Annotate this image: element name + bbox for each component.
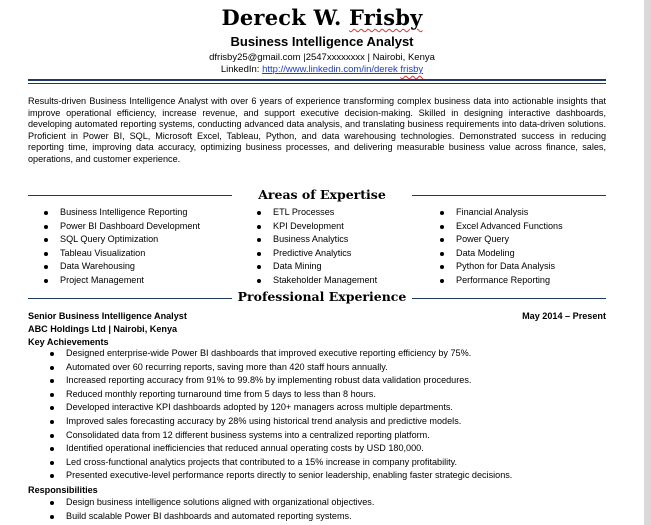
job-title: Senior Business Intelligence Analyst <box>28 311 187 321</box>
bullet-icon <box>50 352 54 356</box>
expertise-item <box>255 247 435 261</box>
linkedin-label: LinkedIn: <box>220 64 260 75</box>
bullet-icon <box>257 252 261 256</box>
expertise-item <box>42 274 252 288</box>
achievement-item-text: Developed interactive KPI dashboards adopted by 120+ managers across multiple departments. <box>66 402 453 413</box>
expertise-item <box>438 247 608 261</box>
linkedin-link[interactable]: http://www.linkedin.com/in/derek frisby <box>262 64 424 75</box>
summary-paragraph: Results-driven Business Intelligence Analyst with over 6 years of experience transforming complex business data into actionable insights that improve operational efficiency, increase revenue, and support executive decision-making. Skilled in designing interactive dashboards, developing automated reporting systems, conducting advanced data analysis, and translating business requirements into data-driven solutions. Proficient in Power BI, SQL, Microsoft Excel, Tableau, Python, and data warehousing technologies. Demonstrated success in reducing reporting time, improving data accuracy, optimizing business processes, and delivering measurable business value across finance, sales, operations, and customer experience. <box>28 96 606 164</box>
bullet-icon <box>257 265 261 269</box>
bullet-icon <box>50 447 54 451</box>
bullet-icon <box>50 379 54 383</box>
bullet-icon <box>440 279 444 283</box>
expertise-item-text: Data Mining <box>273 261 322 272</box>
achievement-item <box>48 469 618 483</box>
achievement-item-text: Increased reporting accuracy from 91% to 99.8% by implementing robust data validation procedures. <box>66 375 472 386</box>
bullet-icon <box>257 211 261 215</box>
expertise-item-text: Predictive Analytics <box>273 247 352 258</box>
responsibility-item <box>48 496 618 510</box>
achievement-item <box>48 401 618 415</box>
expertise-item-text: Project Management <box>60 274 144 285</box>
expertise-item-text: Business Analytics <box>273 234 349 245</box>
expertise-column-3 <box>438 206 608 288</box>
expertise-item-text: Excel Advanced Functions <box>456 220 563 231</box>
responsibility-item-text: Design business intelligence solutions aligned with organizational objectives. <box>66 497 375 507</box>
bullet-icon <box>50 393 54 397</box>
expertise-item <box>42 260 252 274</box>
job-dates: May 2014 – Present <box>522 311 606 321</box>
expertise-item-text: Python for Data Analysis <box>456 261 556 272</box>
expertise-item <box>438 260 608 274</box>
expertise-item <box>255 274 435 288</box>
expertise-item-text: Power BI Dashboard Development <box>60 220 201 231</box>
experience-title: Professional Experience <box>237 289 407 304</box>
expertise-item <box>255 233 435 247</box>
linkedin-line <box>0 64 644 76</box>
expertise-item-text: ETL Processes <box>273 207 335 217</box>
expertise-title: Areas of Expertise <box>258 187 386 202</box>
responsibilities-list <box>48 496 618 523</box>
bullet-icon <box>44 238 48 242</box>
achievement-item-text: Reduced monthly reporting turnaround time from 5 days to less than 8 hours. <box>66 388 376 399</box>
window-scroll-gutter <box>644 0 651 525</box>
expertise-right-rule <box>412 195 606 196</box>
name-last: Frisby <box>349 5 423 30</box>
bullet-icon <box>50 501 54 505</box>
achievement-item <box>48 347 618 361</box>
bullet-icon <box>257 279 261 283</box>
bullet-icon <box>44 252 48 256</box>
achievements-heading: Key Achievements <box>28 337 109 347</box>
contact-block <box>0 52 644 76</box>
achievement-item-text: Led cross-functional analytics projects that contributed to a 15% increase in company profitability. <box>66 456 458 467</box>
achievement-item-text: Consolidated data from 12 different business systems into a centralized reporting platform. <box>66 429 430 440</box>
contact-line: dfrisby25@gmail.com |2547xxxxxxxx | Nairobi, Kenya <box>209 52 435 63</box>
expertise-item <box>255 220 435 234</box>
expertise-item-text: SQL Query Optimization <box>60 234 159 245</box>
responsibilities-heading: Responsibilities <box>28 485 98 495</box>
expertise-item-text: Financial Analysis <box>456 207 529 217</box>
header-divider-thin <box>28 83 606 84</box>
expertise-item <box>42 233 252 247</box>
achievement-item-text: Designed enterprise-wide Power BI dashboards that improved executive reporting efficiency by 75%. <box>66 348 472 358</box>
expertise-item <box>42 247 252 261</box>
bullet-icon <box>257 225 261 229</box>
expertise-item-text: Power Query <box>456 234 510 245</box>
achievement-item <box>48 388 618 402</box>
expertise-item <box>438 274 608 288</box>
headline: Business Intelligence Analyst <box>230 34 414 49</box>
bullet-icon <box>44 265 48 269</box>
expertise-item-text: Business Intelligence Reporting <box>60 207 188 217</box>
achievement-item <box>48 429 618 443</box>
bullet-icon <box>44 279 48 283</box>
bullet-icon <box>50 461 54 465</box>
achievement-item <box>48 415 618 429</box>
job-company: ABC Holdings Ltd | Nairobi, Kenya <box>28 324 178 334</box>
expertise-item-text: Stakeholder Management <box>273 274 378 285</box>
expertise-column-2 <box>255 206 435 288</box>
name-first: Dereck W. <box>221 5 342 30</box>
bullet-icon <box>50 366 54 370</box>
achievement-item-text: Presented executive-level performance reports directly to senior leadership, enabling faster strategic decisions. <box>66 470 513 481</box>
responsibility-item <box>48 510 618 524</box>
bullet-icon <box>44 225 48 229</box>
expertise-item <box>438 220 608 234</box>
bullet-icon <box>50 515 54 519</box>
achievement-item-text: Improved sales forecasting accuracy by 28% using historical trend analysis and predictive models. <box>66 415 462 426</box>
bullet-icon <box>440 211 444 215</box>
header-divider <box>28 79 606 81</box>
expertise-item-text: KPI Development <box>273 220 344 231</box>
achievement-item-text: Identified operational inefficiencies that reduced annual operating costs by USD 180,000. <box>66 443 424 454</box>
achievement-item <box>48 456 618 470</box>
bullet-icon <box>50 474 54 478</box>
expertise-item <box>438 206 608 220</box>
expertise-item <box>42 206 252 220</box>
expertise-item <box>438 233 608 247</box>
bullet-icon <box>440 238 444 242</box>
expertise-item <box>255 206 435 220</box>
bullet-icon <box>44 211 48 215</box>
expertise-item-text: Tableau Visualization <box>60 247 146 258</box>
bullet-icon <box>50 406 54 410</box>
bullet-icon <box>440 252 444 256</box>
achievement-item-text: Automated over 60 recurring reports, saving more than 420 staff hours annually. <box>66 361 388 372</box>
expertise-item <box>42 220 252 234</box>
achievement-item <box>48 374 618 388</box>
experience-right-rule <box>412 298 606 299</box>
expertise-item-text: Data Warehousing <box>60 261 135 272</box>
bullet-icon <box>440 225 444 229</box>
bullet-icon <box>440 265 444 269</box>
bullet-icon <box>50 420 54 424</box>
expertise-column-1 <box>42 206 252 288</box>
expertise-item <box>255 260 435 274</box>
responsibility-item-text: Build scalable Power BI dashboards and automated reporting systems. <box>66 510 352 521</box>
bullet-icon <box>257 238 261 242</box>
candidate-name <box>0 5 644 30</box>
expertise-item-text: Performance Reporting <box>456 274 551 285</box>
achievements-list <box>48 347 618 483</box>
achievement-item <box>48 361 618 375</box>
achievement-item <box>48 442 618 456</box>
bullet-icon <box>50 434 54 438</box>
expertise-item-text: Data Modeling <box>456 247 515 258</box>
